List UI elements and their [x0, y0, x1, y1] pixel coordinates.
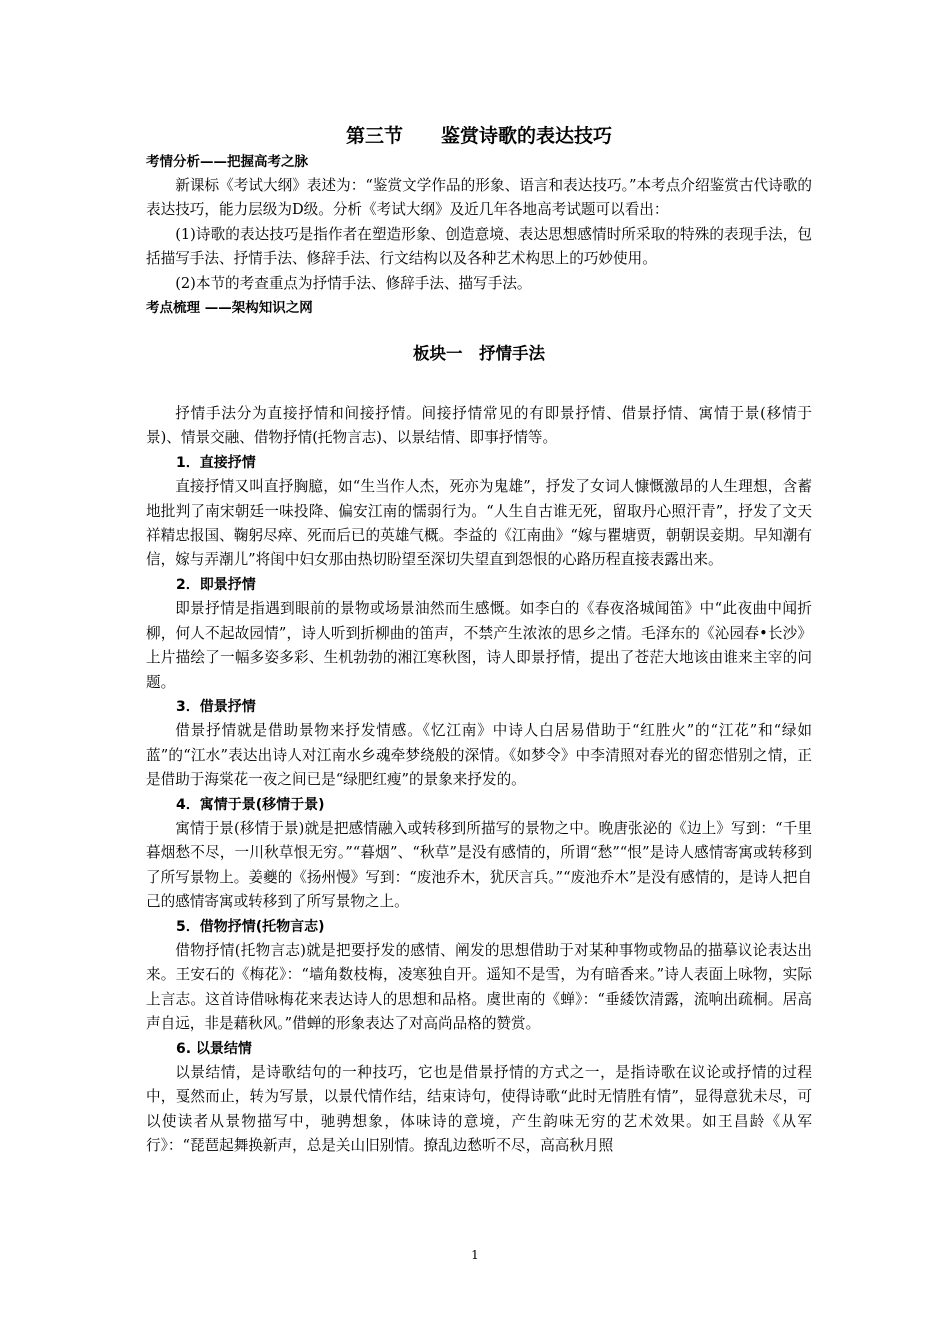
section-heading-object: 5．借物抒情(托物言志): [176, 918, 325, 935]
section-heading-scenery-ending: 6. 以景结情: [176, 1040, 252, 1057]
section-text-emotion-in-scenery: 寓情于景(移情于景)就是把感情融入或转移到所描写的景物之中。晚唐张泌的《边上》写到：“千里暮烟愁不尽，一川秋草恨无穷。”“暮烟”、“秋草”是没有感情的，所谓“愁”“恨”是诗人感情寄寓或转移到了所写景物上。姜夔的《扬州慢》写到：“废池乔木，犹厌言兵。”“废池乔木”是没有感情的，是诗人把自己的感情寄寓或转移到了所写景物之上。: [146, 819, 812, 911]
section-text-object: 借物抒情(托物言志)就是把要抒发的感情、阐发的思想借助于对某种事物或物品的描摹议论表达出来。王安石的《梅花》：“墙角数枝梅，凌寒独自开。遥知不是雪，为有暗香来。”诗人表面上咏物，实际上言志。这首诗借咏梅花来表达诗人的思想和品格。虞世南的《蝉》：“垂緌饮清露，流响出疏桐。居高声自远，非是藉秋风。”借蝉的形象表达了对高尚品格的赞赏。: [146, 941, 812, 1033]
analysis-paragraph: (2)本节的考查重点为抒情手法、修辞手法、描写手法。: [175, 274, 532, 292]
section-text-immediate: 即景抒情是指遇到眼前的景物或场景油然而生感慨。如李白的《春夜洛城闻笛》中“此夜曲中闻折柳，何人不起故园情”，诗人听到折柳曲的笛声，不禁产生浓浓的思乡之情。毛泽东的《沁园春•长沙》上片描绘了一幅多姿多彩、生机勃勃的湘江寒秋图，诗人即景抒情，提出了苍茫大地该由谁来主宰的问题。: [146, 600, 812, 691]
intro-paragraph: 抒情手法分为直接抒情和间接抒情。间接抒情常见的有即景抒情、借景抒情、寓情于景(移情于景)、情景交融、借物抒情(托物言志)、以景结情、即事抒情等。: [146, 405, 812, 447]
analysis-paragraph: (1)诗歌的表达技巧是指作者在塑造形象、创造意境、表达思想感情时所采取的特殊的表现手法，包括描写手法、抒情手法、修辞手法、行文结构以及各种艺术构思上的巧妙使用。: [146, 225, 812, 268]
section-heading-direct: 1．直接抒情: [176, 454, 256, 471]
page-number: 1: [471, 1248, 479, 1262]
knowledge-label: 考点梳理 ——架构知识之网: [146, 300, 313, 317]
section-text-direct: 直接抒情又叫直抒胸臆，如“生当作人杰，死亦为鬼雄”，抒发了女词人慷慨激昂的人生理想，含蓄地批判了南宋朝廷一味投降、偏安江南的懦弱行为。“人生自古谁无死，留取丹心照汗青”，抒发了文天祥精忠报国、鞠躬尽瘁、死而后已的英雄气概。李益的《江南曲》“嫁与瞿塘贾，朝朝误妾期。早知潮有信，嫁与弄潮儿”将闺中妇女那由热切盼望至深切失望直到怨恨的心路历程直接表露出来。: [146, 478, 812, 569]
analysis-paragraph: 新课标《考试大纲》表述为：“鉴赏文学作品的形象、语言和表达技巧。”本考点介绍鉴赏古代诗歌的表达技巧，能力层级为D级。分析《考试大纲》及近几年各地高考试题可以看出：: [146, 177, 812, 219]
section-heading-emotion-in-scenery: 4．寓情于景(移情于景): [176, 796, 325, 813]
page-content: [146, 122, 812, 1159]
section-heading-scenery: 3．借景抒情: [176, 698, 256, 715]
analysis-label: 考情分析——把握高考之脉: [146, 154, 308, 170]
section-heading-immediate: 2．即景抒情: [176, 576, 256, 593]
section-text-scenery: 借景抒情就是借助景物来抒发情感。《忆江南》中诗人白居易借助于“红胜火”的“江花”和“绿如蓝”的“江水”表达出诗人对江南水乡魂牵梦绕般的深情。《如梦令》中李清照对春光的留恋惜别之情，正是借助于海棠花一夜之间已是“绿肥红瘦”的景象来抒发的。: [146, 722, 812, 789]
section-text-scenery-ending: 以景结情，是诗歌结句的一种技巧，它也是借景抒情的方式之一，是指诗歌在议论或抒情的过程中，戛然而止，转为写景，以景代情作结，结束诗句，使得诗歌“此时无情胜有情”，显得意犹未尽，可以使读者从景物描写中，驰骋想象，体味诗的意境，产生韵味无穷的艺术效果。如王昌龄《从军行》：“琵琶起舞换新声，总是关山旧别情。撩乱边愁听不尽，高高秋月照: [146, 1064, 812, 1155]
page-title: 第三节 鉴赏诗歌的表达技巧: [345, 125, 612, 147]
block-title: 板块一 抒情手法: [413, 344, 545, 364]
